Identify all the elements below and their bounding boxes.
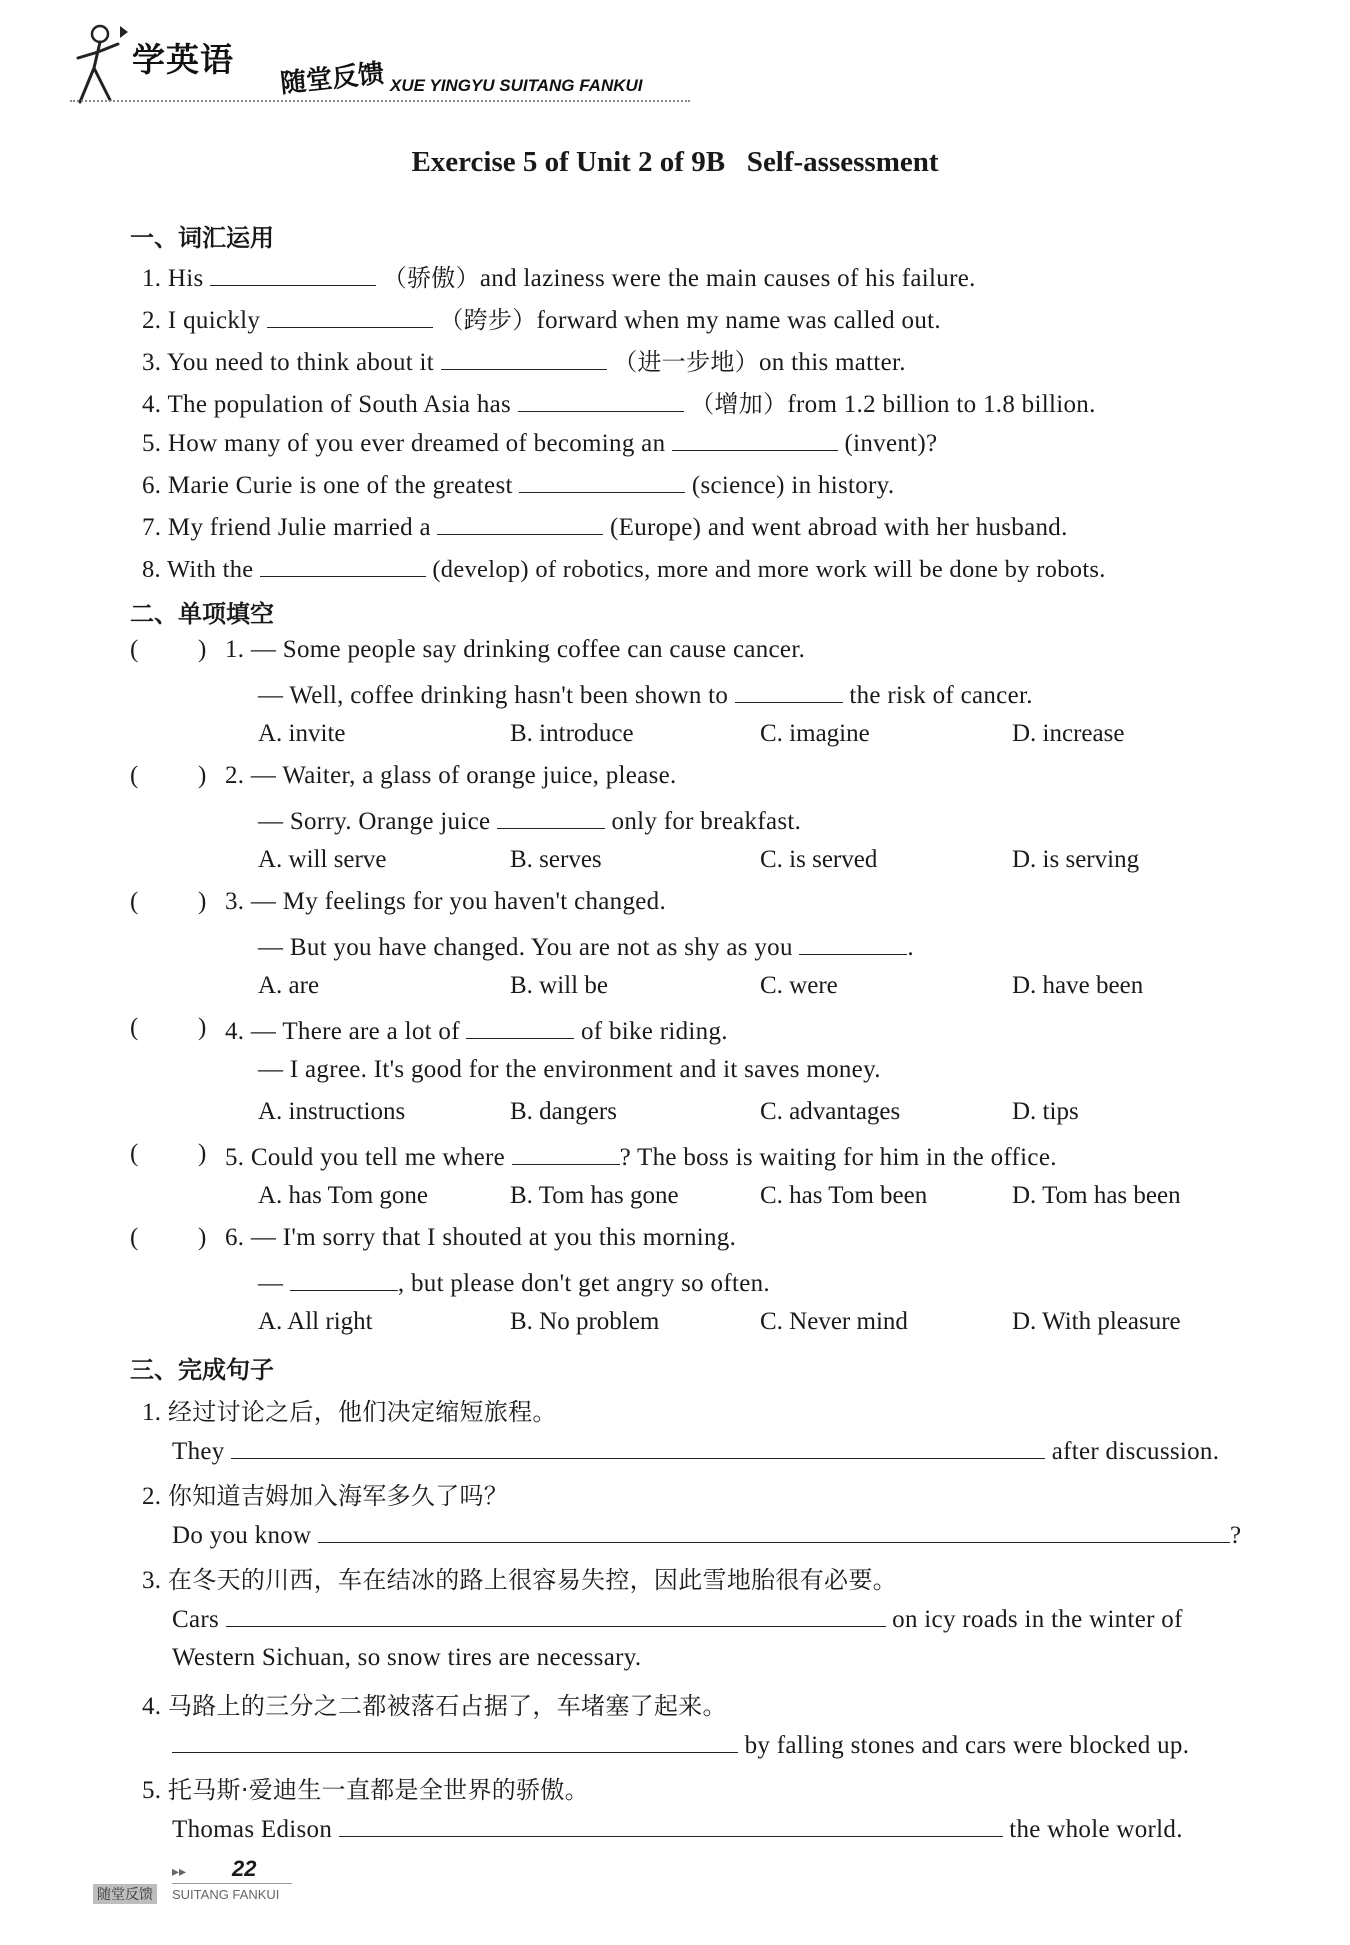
answer-blank[interactable] [799,930,907,955]
vocab-item-3: 3. You need to think about it （进一步地）on this matter. [142,342,906,377]
footer-label-cn: 随堂反馈 [93,1884,157,1904]
translation-prompt-4: 4. 马路上的三分之二都被落石占据了，车堵塞了起来。 [142,1692,727,1720]
answer-blank[interactable] [210,261,376,286]
answer-bracket-open: ( [130,1224,139,1251]
mc-question-2: 2. — Waiter, a glass of orange juice, please. [225,762,677,789]
header-divider [70,100,690,102]
answer-blank[interactable] [512,1140,620,1165]
page-number: 22 [232,1856,257,1881]
vocab-item-8: 8. With the (develop) of robotics, more and more work will be done by robots. [142,552,1106,584]
answer-blank[interactable] [519,468,685,493]
vocab-item-4: 4. The population of South Asia has （增加）from 1.2 billion to 1.8 billion. [142,384,1096,419]
answer-blank[interactable] [260,552,426,577]
option-d[interactable]: D. tips [1012,1098,1079,1125]
vocab-item-5: 5. How many of you ever dreamed of becoming an (invent)? [142,426,937,458]
option-a[interactable]: A. instructions [258,1098,406,1125]
answer-blank[interactable] [318,1518,1230,1543]
translation-answer-1: They after discussion. [172,1434,1219,1466]
translation-answer-5: Thomas Edison the whole world. [172,1812,1183,1844]
option-a[interactable]: A. will serve [258,846,387,873]
answer-bracket-close: ) [198,888,207,915]
footer-arrow-icon: ▸▸ [172,1864,187,1880]
footer-divider [172,1883,292,1884]
section3-heading: 三、完成句子 [130,1356,274,1384]
option-c[interactable]: C. imagine [760,720,870,747]
option-d[interactable]: D. increase [1012,720,1125,747]
answer-blank[interactable] [497,804,605,829]
answer-blank[interactable] [441,345,607,370]
answer-bracket-open: ( [130,888,139,915]
answer-blank[interactable] [231,1434,1045,1459]
option-c[interactable]: C. Never mind [760,1308,908,1335]
answer-bracket-open: ( [130,762,139,789]
answer-bracket-close: ) [198,762,207,789]
translation-prompt-3: 3. 在冬天的川西，车在结冰的路上很容易失控，因此雪地胎很有必要。 [142,1566,897,1594]
answer-bracket-close: ) [198,636,207,663]
answer-blank[interactable] [466,1014,574,1039]
option-c[interactable]: C. were [760,972,838,999]
mc-question-4-reply: — I agree. It's good for the environment and it saves money. [258,1056,881,1083]
runner-logo-icon [70,22,130,106]
footer-label-en: SUITANG FANKUI [172,1887,280,1902]
translation-prompt-2: 2. 你知道吉姆加入海军多久了吗？ [142,1482,509,1510]
header-title-cn: 学英语 [132,40,234,79]
vocab-item-6: 6. Marie Curie is one of the greatest (science) in history. [142,468,894,500]
header-subtitle-cn: 随堂反馈 [278,58,386,100]
mc-question-3-reply: — But you have changed. You are not as shy as you . [258,930,914,962]
option-d[interactable]: D. With pleasure [1012,1308,1181,1335]
option-b[interactable]: B. will be [510,972,608,999]
translation-prompt-5: 5. 托马斯·爱迪生一直都是全世界的骄傲。 [142,1776,589,1804]
option-a[interactable]: A. are [258,972,320,999]
option-b[interactable]: B. Tom has gone [510,1182,679,1209]
mc-question-4: 4. — There are a lot of of bike riding. [225,1014,728,1046]
answer-bracket-close: ) [198,1140,207,1167]
option-d[interactable]: D. have been [1012,972,1144,999]
section2-heading: 二、单项填空 [130,600,274,628]
translation-answer-3: Cars on icy roads in the winter of [172,1602,1183,1634]
answer-bracket-close: ) [198,1014,207,1041]
mc-question-5: 5. Could you tell me where ? The boss is waiting for him in the office. [225,1140,1057,1172]
answer-blank[interactable] [172,1728,738,1753]
answer-bracket-open: ( [130,636,139,663]
mc-question-1-reply: — Well, coffee drinking hasn't been shown to the risk of cancer. [258,678,1033,710]
vocab-item-7: 7. My friend Julie married a (Europe) and went abroad with her husband. [142,510,1068,542]
page-title: Exercise 5 of Unit 2 of 9B Self-assessment [411,146,939,178]
mc-question-6-reply: — , but please don't get angry so often. [258,1266,770,1298]
answer-blank[interactable] [339,1812,1003,1837]
option-a[interactable]: A. All right [258,1308,373,1335]
vocab-item-2: 2. I quickly （跨步）forward when my name was called out. [142,300,941,335]
mc-question-1: 1. — Some people say drinking coffee can cause cancer. [225,636,806,663]
translation-prompt-1: 1. 经过讨论之后，他们决定缩短旅程。 [142,1398,557,1426]
option-a[interactable]: A. has Tom gone [258,1182,428,1209]
translation-answer-3-continued: Western Sichuan, so snow tires are necessary. [172,1644,642,1671]
translation-answer-2: Do you know ? [172,1518,1241,1550]
answer-blank[interactable] [518,387,684,412]
section1-heading: 一、词汇运用 [130,224,274,252]
option-b[interactable]: B. No problem [510,1308,660,1335]
answer-blank[interactable] [437,510,603,535]
answer-blank[interactable] [735,678,843,703]
header-title-en: XUE YINGYU SUITANG FANKUI [390,76,643,95]
header [70,18,690,106]
answer-blank[interactable] [267,303,433,328]
mc-question-6: 6. — I'm sorry that I shouted at you this morning. [225,1224,737,1251]
option-d[interactable]: D. is serving [1012,846,1140,873]
option-a[interactable]: A. invite [258,720,346,747]
answer-blank[interactable] [672,426,838,451]
option-c[interactable]: C. has Tom been [760,1182,928,1209]
option-b[interactable]: B. dangers [510,1098,617,1125]
mc-question-3: 3. — My feelings for you haven't changed. [225,888,667,915]
answer-bracket-open: ( [130,1014,139,1041]
option-b[interactable]: B. serves [510,846,602,873]
answer-bracket-open: ( [130,1140,139,1167]
option-b[interactable]: B. introduce [510,720,634,747]
answer-bracket-close: ) [198,1224,207,1251]
translation-answer-4: by falling stones and cars were blocked up. [172,1728,1189,1760]
option-c[interactable]: C. advantages [760,1098,901,1125]
option-d[interactable]: D. Tom has been [1012,1182,1181,1209]
answer-blank[interactable] [226,1602,886,1627]
mc-question-2-reply: — Sorry. Orange juice only for breakfast. [258,804,801,836]
option-c[interactable]: C. is served [760,846,878,873]
vocab-item-1: 1. His （骄傲）and laziness were the main causes of his failure. [142,258,976,293]
answer-blank[interactable] [290,1266,398,1291]
